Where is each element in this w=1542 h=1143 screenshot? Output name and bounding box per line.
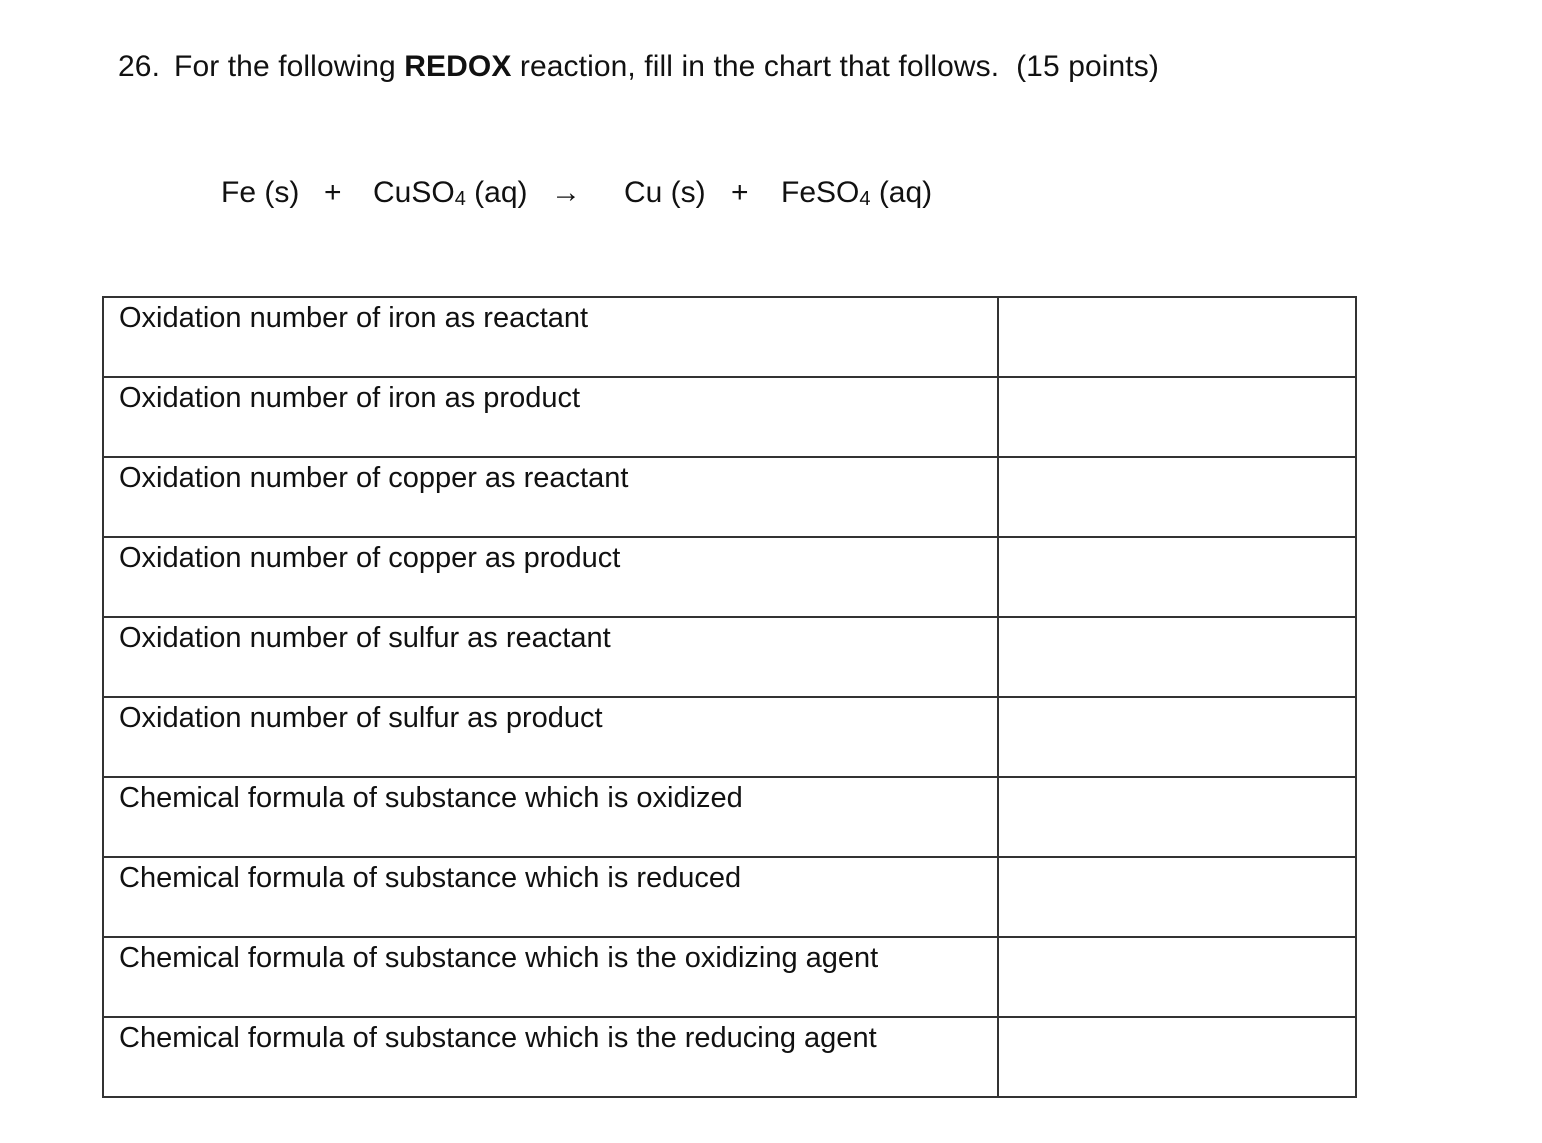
row-label: Oxidation number of sulfur as reactant	[103, 617, 998, 697]
row-label: Oxidation number of iron as reactant	[103, 297, 998, 377]
formula-state: (aq)	[465, 176, 528, 209]
table-row	[103, 377, 1356, 457]
table-row	[103, 697, 1356, 777]
table-row	[103, 457, 1356, 537]
product-copper: Cu (s)	[624, 176, 706, 209]
row-label: Chemical formula of substance which is reduced	[103, 857, 998, 937]
question-bold-word: REDOX	[404, 50, 512, 83]
row-label: Chemical formula of substance which is the reducing agent	[103, 1017, 998, 1097]
table-row	[103, 777, 1356, 857]
answer-cell[interactable]	[998, 457, 1356, 537]
row-label: Chemical formula of substance which is the oxidizing agent	[103, 937, 998, 1017]
redox-chart	[102, 296, 1357, 1098]
answer-cell[interactable]	[998, 537, 1356, 617]
plus-sign: +	[731, 176, 749, 209]
row-label: Oxidation number of sulfur as product	[103, 697, 998, 777]
row-label: Oxidation number of iron as product	[103, 377, 998, 457]
question-points: (15 points)	[1016, 50, 1159, 83]
question-prefix: For the following	[174, 50, 396, 83]
answer-cell[interactable]	[998, 857, 1356, 937]
answer-cell[interactable]	[998, 377, 1356, 457]
answer-cell[interactable]	[998, 937, 1356, 1017]
question-prompt	[118, 50, 1159, 84]
formula-subscript: 4	[859, 188, 871, 210]
question-suffix: reaction, fill in the chart that follows.	[519, 50, 1000, 83]
table-row	[103, 617, 1356, 697]
reaction-arrow: →	[551, 176, 581, 209]
question-number: 26.	[118, 50, 161, 83]
product-iron-sulfate	[781, 176, 932, 211]
answer-cell[interactable]	[998, 697, 1356, 777]
table-row	[103, 857, 1356, 937]
formula-state: (aq)	[870, 176, 933, 209]
table-row	[103, 297, 1356, 377]
row-label: Oxidation number of copper as product	[103, 537, 998, 617]
answer-cell[interactable]	[998, 1017, 1356, 1097]
reactant-iron: Fe (s)	[221, 176, 300, 209]
table-row	[103, 1017, 1356, 1097]
table-row	[103, 537, 1356, 617]
chemical-equation	[0, 176, 1000, 216]
reactant-copper-sulfate	[373, 176, 528, 211]
answer-cell[interactable]	[998, 617, 1356, 697]
plus-sign: +	[324, 176, 342, 209]
table-row	[103, 937, 1356, 1017]
formula-subscript: 4	[454, 188, 466, 210]
formula-base: CuSO	[373, 176, 455, 209]
answer-cell[interactable]	[998, 297, 1356, 377]
answer-cell[interactable]	[998, 777, 1356, 857]
row-label: Chemical formula of substance which is oxidized	[103, 777, 998, 857]
row-label: Oxidation number of copper as reactant	[103, 457, 998, 537]
formula-base: FeSO	[781, 176, 860, 209]
